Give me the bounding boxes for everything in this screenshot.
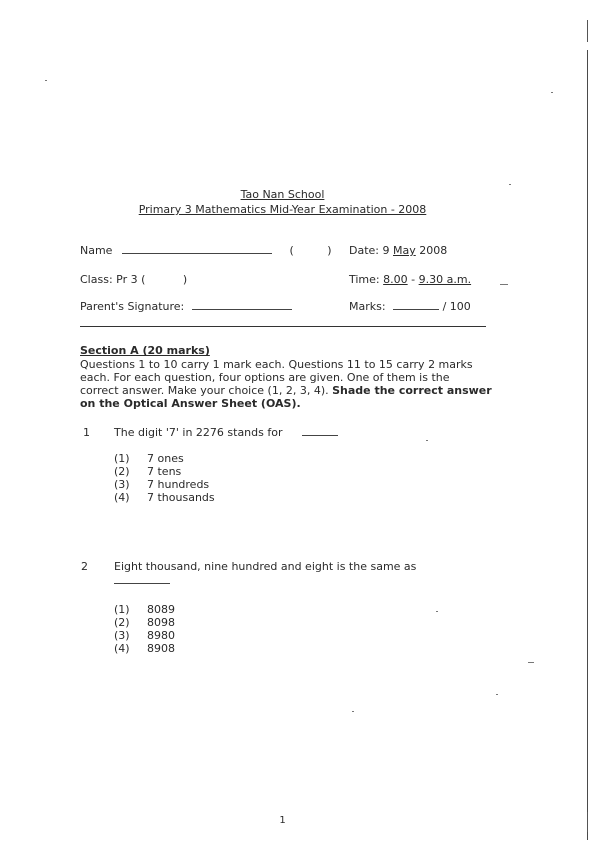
option-item — [114, 478, 215, 491]
scan-speck — [436, 611, 438, 612]
instructions-line-text: correct answer. Make your choice (1, 2, 3, 4). — [80, 384, 329, 397]
scan-speck — [509, 184, 511, 185]
option-item — [114, 629, 175, 642]
scan-speck — [45, 80, 47, 81]
option-text: 8980 — [147, 629, 175, 642]
option-text: 7 hundreds — [147, 478, 210, 491]
option-text: 8908 — [147, 642, 175, 655]
option-item — [114, 603, 175, 616]
time-separator: - — [411, 273, 416, 286]
marks-blank — [393, 300, 439, 310]
option-number: (2) — [114, 616, 130, 629]
options-list — [114, 452, 215, 504]
marks-total: / 100 — [442, 300, 471, 313]
option-text: 7 thousands — [147, 491, 215, 504]
question-number: 2 — [81, 560, 88, 573]
option-item — [114, 616, 175, 629]
name-field — [80, 244, 332, 257]
answer-blank — [114, 574, 170, 584]
scan-speck — [528, 662, 534, 663]
instructions-line — [80, 384, 492, 397]
date-month: May — [393, 244, 416, 257]
option-number: (3) — [114, 629, 130, 642]
scan-edge-line — [587, 50, 588, 840]
page-number: 1 — [279, 815, 286, 826]
name-paren-close: ) — [327, 244, 332, 257]
scan-speck — [426, 440, 428, 441]
time-start: 8.00 — [383, 273, 408, 286]
option-number: (3) — [114, 478, 130, 491]
exam-title: Primary 3 Mathematics Mid-Year Examination - 2008 — [138, 203, 427, 216]
option-text: 8089 — [147, 603, 175, 616]
question-number: 1 — [83, 426, 90, 439]
class-paren-close: ) — [182, 273, 188, 286]
instructions-bold-line: on the Optical Answer Sheet (OAS). — [80, 397, 301, 410]
question-text: Eight thousand, nine hundred and eight is the same as — [114, 560, 417, 573]
signature-label: Parent's Signature: — [80, 300, 185, 313]
option-number: (1) — [114, 603, 130, 616]
scan-speck — [551, 92, 553, 93]
answer-blank — [302, 426, 338, 436]
option-item — [114, 491, 215, 504]
scan-speck — [496, 694, 498, 695]
name-paren-open: ( — [289, 244, 294, 257]
school-name: Tao Nan School — [240, 188, 325, 201]
options-list — [114, 603, 175, 655]
instructions-line: each. For each question, four options are given. One of them is the — [80, 371, 450, 384]
answer-line — [114, 574, 170, 587]
signature-blank — [192, 300, 292, 310]
option-number: (4) — [114, 642, 130, 655]
time-label: Time: — [349, 273, 380, 286]
instructions-line: Questions 1 to 10 carry 1 mark each. Questions 11 to 15 carry 2 marks — [80, 358, 473, 371]
option-number: (2) — [114, 465, 130, 478]
option-item — [114, 465, 215, 478]
signature-field — [80, 300, 292, 313]
scan-edge-mark — [587, 812, 588, 832]
option-text: 8098 — [147, 616, 175, 629]
option-item — [114, 642, 175, 655]
time-field — [349, 273, 471, 286]
header-divider — [80, 326, 486, 327]
instructions-bold-text: Shade the correct answer — [332, 384, 492, 397]
scan-edge-mark — [587, 20, 588, 42]
option-text: 7 tens — [147, 465, 182, 478]
section-instructions — [80, 358, 492, 410]
name-blank — [122, 244, 272, 254]
marks-label: Marks: — [349, 300, 386, 313]
time-end: 9.30 a.m. — [418, 273, 472, 286]
name-label: Name — [80, 244, 113, 257]
question-text-content: The digit '7' in 2276 stands for — [114, 426, 283, 439]
class-field — [80, 273, 187, 286]
option-number: (1) — [114, 452, 130, 465]
question-text — [114, 426, 338, 439]
option-number: (4) — [114, 491, 130, 504]
class-label: Class: Pr 3 ( — [80, 273, 146, 286]
marks-field — [349, 300, 471, 313]
scan-speck — [500, 284, 508, 285]
date-field — [349, 244, 447, 257]
section-heading: Section A (20 marks) — [80, 344, 210, 357]
date-label: Date: 9 — [349, 244, 390, 257]
scan-speck — [352, 711, 354, 712]
date-year: 2008 — [419, 244, 448, 257]
option-text: 7 ones — [147, 452, 184, 465]
option-item — [114, 452, 215, 465]
